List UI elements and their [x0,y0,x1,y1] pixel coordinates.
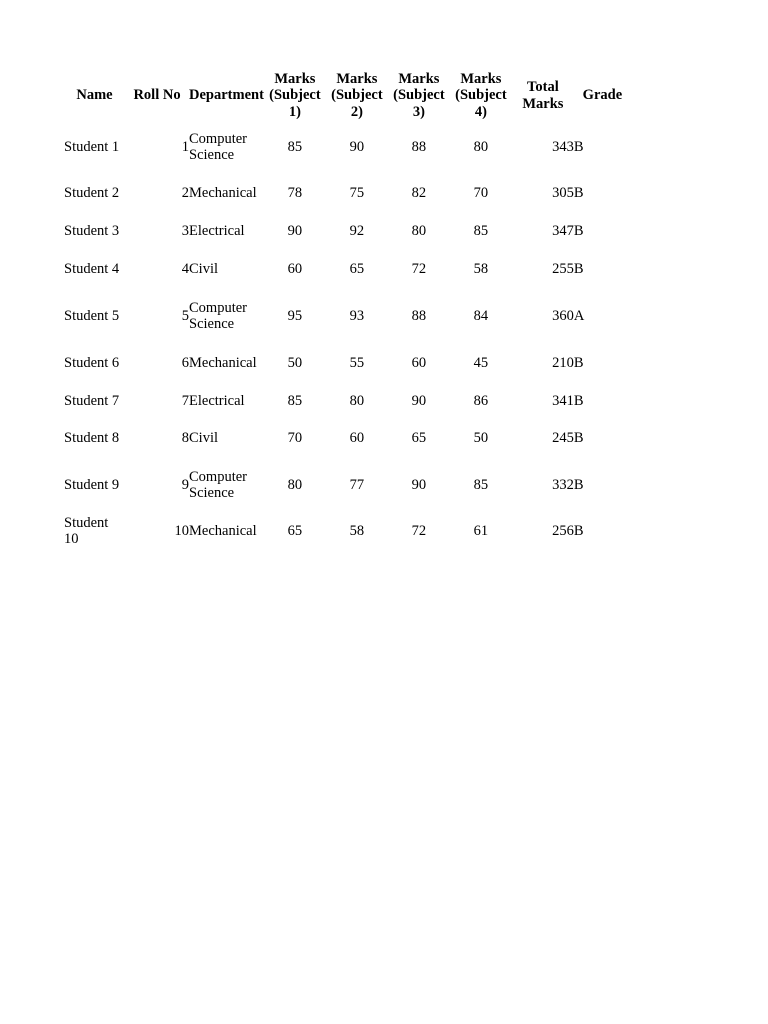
cell-name: Student 6 [64,354,120,371]
cell-marks-subject-3: 80 [411,222,427,239]
cell-marks-subject-1: 70 [287,430,303,447]
cell-name: Student 1 [64,138,120,155]
cell-name: Student 8 [64,430,120,447]
cell-marks-subject-1: 80 [287,476,303,493]
cell-name: Student 5 [64,307,120,324]
table-row [64,415,631,462]
cell-name: Student 3 [64,222,120,239]
cell-marks-subject-1: 95 [287,307,303,324]
cell-marks-subject-2: 90 [349,138,365,155]
table-row [64,245,631,293]
cell-department: Civil [189,260,219,277]
cell-roll-no: 10 [174,522,189,539]
header-marks-subject-1: Marks (Subject 1) [269,70,321,120]
cell-marks-subject-3: 88 [411,138,427,155]
cell-department: Computer Science [189,299,247,332]
cell-department: Mechanical [189,522,257,539]
cell-marks-subject-1: 65 [287,522,303,539]
cell-roll-no: 9 [181,476,189,493]
cell-grade: B [573,430,584,447]
cell-department: Computer Science [189,468,247,501]
table-row [64,462,631,508]
cell-marks-subject-2: 65 [349,260,365,277]
cell-marks-subject-1: 85 [287,392,303,409]
cell-name: Student 7 [64,392,120,409]
table-row [64,339,631,387]
cell-marks-subject-3: 60 [411,354,427,371]
cell-roll-no: 4 [181,260,189,277]
cell-grade: B [573,476,584,493]
cell-roll-no: 5 [181,307,189,324]
cell-grade: B [573,392,584,409]
cell-total-marks: 360 [552,307,574,324]
cell-department: Electrical [189,222,245,239]
cell-grade: B [573,222,584,239]
table-row [64,293,631,339]
header-row [64,66,631,125]
cell-marks-subject-1: 50 [287,354,303,371]
cell-marks-subject-4: 84 [473,307,489,324]
header-marks-subject-2: Marks (Subject 2) [331,70,383,120]
cell-total-marks: 210 [552,354,574,371]
cell-total-marks: 343 [552,138,574,155]
header-roll-no: Roll No [133,87,181,104]
cell-department: Mechanical [189,184,257,201]
cell-marks-subject-4: 70 [473,184,489,201]
cell-marks-subject-3: 90 [411,476,427,493]
cell-name: Student 2 [64,184,120,201]
table-row [64,508,631,554]
cell-marks-subject-3: 65 [411,430,427,447]
cell-marks-subject-4: 50 [473,430,489,447]
cell-marks-subject-4: 85 [473,476,489,493]
cell-marks-subject-4: 61 [473,522,489,539]
cell-total-marks: 255 [552,260,574,277]
cell-roll-no: 3 [181,222,189,239]
cell-total-marks: 256 [552,522,574,539]
cell-marks-subject-4: 45 [473,354,489,371]
header-marks-subject-4: Marks (Subject 4) [455,70,507,120]
cell-marks-subject-2: 92 [349,222,365,239]
cell-name: Student 4 [64,260,120,277]
cell-department: Computer Science [189,130,247,163]
cell-marks-subject-3: 72 [411,522,427,539]
cell-total-marks: 341 [552,392,574,409]
cell-total-marks: 347 [552,222,574,239]
cell-name: Student 10 [64,514,109,547]
cell-roll-no: 6 [181,354,189,371]
cell-marks-subject-3: 72 [411,260,427,277]
cell-marks-subject-3: 88 [411,307,427,324]
cell-marks-subject-3: 90 [411,392,427,409]
cell-marks-subject-2: 77 [349,476,365,493]
cell-roll-no: 8 [181,430,189,447]
table-row [64,125,631,169]
cell-department: Civil [189,430,219,447]
cell-name: Student 9 [64,476,120,493]
header-name: Name [76,87,113,104]
header-department: Department [189,87,264,104]
cell-total-marks: 305 [552,184,574,201]
cell-total-marks: 245 [552,430,574,447]
cell-roll-no: 1 [181,138,189,155]
cell-grade: B [573,522,584,539]
table-row [64,169,631,217]
cell-grade: B [573,260,584,277]
cell-grade: B [573,184,584,201]
cell-roll-no: 2 [181,184,189,201]
cell-marks-subject-1: 85 [287,138,303,155]
cell-marks-subject-2: 80 [349,392,365,409]
header-total-marks: Total Marks [522,79,564,112]
student-marks-table [64,66,631,554]
cell-grade: B [573,354,584,371]
cell-marks-subject-2: 55 [349,354,365,371]
cell-marks-subject-2: 58 [349,522,365,539]
header-marks-subject-3: Marks (Subject 3) [393,70,445,120]
table-row [64,217,631,245]
cell-marks-subject-1: 60 [287,260,303,277]
cell-marks-subject-2: 75 [349,184,365,201]
cell-marks-subject-3: 82 [411,184,427,201]
cell-roll-no: 7 [181,392,189,409]
cell-department: Electrical [189,392,245,409]
cell-department: Mechanical [189,354,257,371]
cell-marks-subject-4: 80 [473,138,489,155]
cell-total-marks: 332 [552,476,574,493]
cell-marks-subject-2: 93 [349,307,365,324]
cell-marks-subject-4: 86 [473,392,489,409]
cell-marks-subject-2: 60 [349,430,365,447]
cell-grade: B [573,138,584,155]
header-grade: Grade [582,87,623,104]
cell-grade: A [573,307,585,324]
cell-marks-subject-4: 85 [473,222,489,239]
cell-marks-subject-4: 58 [473,260,489,277]
table-row [64,387,631,415]
cell-marks-subject-1: 78 [287,184,303,201]
cell-marks-subject-1: 90 [287,222,303,239]
